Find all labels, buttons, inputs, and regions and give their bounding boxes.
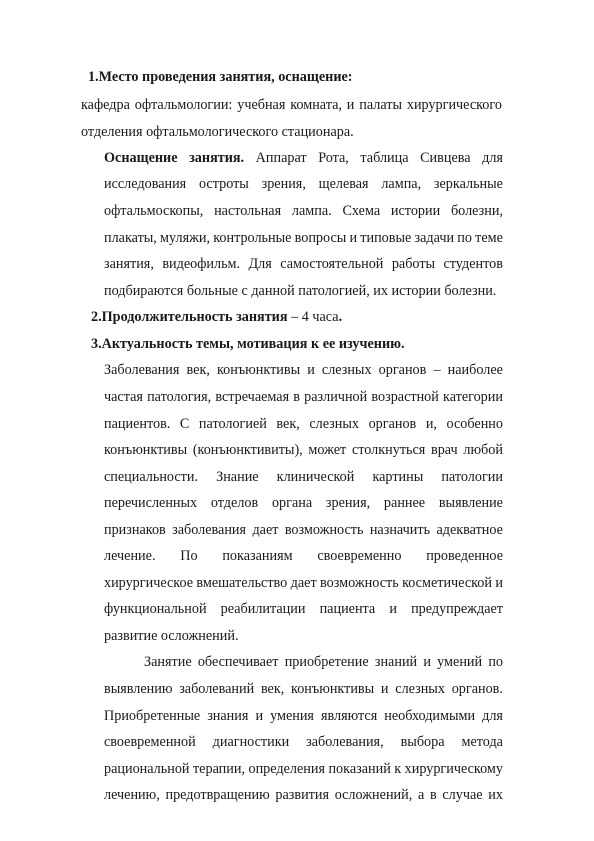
para1-line-8: [104, 547, 503, 565]
word: дает: [290, 575, 317, 591]
word: заболевания,: [306, 734, 384, 750]
word: предупреждает: [411, 601, 503, 617]
word: кафедра: [81, 97, 130, 113]
word: патологией: [198, 416, 267, 432]
word: частая: [104, 389, 143, 405]
word: выбора: [400, 734, 445, 750]
word: Для: [248, 256, 272, 272]
word: настольная: [214, 203, 282, 219]
word: заболевания: [172, 522, 247, 538]
word: хирургическому: [404, 761, 503, 777]
word: Занятие: [144, 654, 192, 670]
word: выявлению: [104, 681, 173, 697]
word: хирургическое: [104, 575, 194, 591]
word: патологии: [441, 469, 503, 485]
word: болезни,: [450, 203, 503, 219]
word: и: [307, 362, 315, 378]
word: палаты: [359, 97, 402, 113]
word: и: [346, 97, 355, 113]
word: С: [179, 416, 190, 432]
word: видеофильм.: [162, 256, 241, 272]
para1-line-3: [104, 415, 503, 433]
word: раннее: [383, 495, 426, 511]
word: Схема: [342, 203, 381, 219]
word: век,: [186, 362, 210, 378]
word: Знание: [216, 469, 259, 485]
word: своевременно: [317, 548, 402, 564]
word: необходимыми: [384, 708, 476, 724]
word: зрения,: [325, 495, 371, 511]
word: может: [308, 442, 347, 458]
word: своевременной: [104, 734, 196, 750]
word: по: [488, 654, 503, 670]
word: истории: [390, 203, 441, 219]
word: показаниям: [222, 548, 293, 564]
word: органов: [368, 416, 417, 432]
word: щелевая: [318, 176, 369, 192]
word: Рота,: [318, 150, 349, 166]
word: конъюнктивы: [104, 442, 188, 458]
word: (конъюнктивиты),: [192, 442, 303, 458]
word: особенно: [446, 416, 503, 432]
word: метода: [461, 734, 503, 750]
word: предотвращению: [165, 787, 270, 803]
section1-heading: 1.Место проведения занятия, оснащение:: [88, 69, 353, 85]
equipment-label-word: Оснащение: [104, 150, 178, 166]
word: и: [255, 708, 264, 724]
word: зрения,: [261, 176, 306, 192]
word: слезных: [321, 362, 372, 378]
word: занятия,: [104, 256, 154, 272]
para1-line-9: [104, 574, 503, 592]
word: лампа,: [381, 176, 422, 192]
word: перечисленных: [104, 495, 198, 511]
word: умения: [270, 708, 314, 724]
word: встречаемая: [215, 389, 290, 405]
word: исследования: [104, 176, 187, 192]
para1-line-4: [104, 441, 503, 459]
word: развития: [275, 787, 329, 803]
para1-line-7: [104, 521, 503, 539]
word: работы: [391, 256, 436, 272]
word: реабилитации: [220, 601, 306, 617]
word: знания: [207, 708, 249, 724]
word: век,: [276, 416, 300, 432]
word: функциональной: [104, 601, 207, 617]
para1-line-5: [104, 468, 503, 486]
para2-line-5: [104, 760, 503, 778]
word: типовые: [360, 230, 412, 246]
word: косметической: [402, 575, 492, 591]
word: рациональной: [104, 761, 190, 777]
word: и: [349, 230, 358, 246]
word: знаний: [374, 654, 418, 670]
word: терапии,: [192, 761, 246, 777]
word: умений: [437, 654, 483, 670]
word: пациента: [319, 601, 376, 617]
word: Приобретенные: [104, 708, 201, 724]
word: вмешательство: [196, 575, 288, 591]
word: конъюнктивы: [291, 681, 375, 697]
word: комната,: [290, 97, 342, 113]
word: врач: [431, 442, 458, 458]
para1-line-11: развитие осложнений.: [104, 628, 239, 644]
word: слезных: [395, 681, 445, 697]
word: отделов: [210, 495, 259, 511]
word: любой: [463, 442, 503, 458]
word: их: [488, 787, 503, 803]
word: органов: [378, 362, 427, 378]
word: и: [495, 575, 503, 591]
para1-line-1: [104, 361, 503, 379]
word: для: [482, 150, 503, 166]
equipment-line-2: [104, 175, 503, 193]
word: наиболее: [447, 362, 503, 378]
word: в: [429, 787, 437, 803]
word: в: [293, 389, 300, 405]
para2-line-1: [144, 653, 503, 671]
word: студентов: [443, 256, 503, 272]
word: назначить: [369, 522, 431, 538]
word: категории: [443, 389, 503, 405]
word: для: [482, 708, 503, 724]
para2-line-3: [104, 707, 503, 725]
word: хирургического: [406, 97, 502, 113]
word: офтальмологии:: [134, 97, 233, 113]
word: плакаты,: [104, 230, 157, 246]
word: конъюнктивы: [216, 362, 301, 378]
word: век,: [260, 681, 285, 697]
word: возможность: [320, 575, 399, 591]
duration-value: – 4 часа: [287, 309, 339, 325]
section3-heading: 3.Актуальность темы, мотивация к ее изучению.: [91, 336, 405, 352]
word: различной: [304, 389, 368, 405]
word: слезных: [309, 416, 359, 432]
word: обеспечивает: [197, 654, 279, 670]
word: и: [423, 654, 431, 670]
section2-heading: 2.Продолжительность занятия – 4 часа.: [91, 309, 343, 325]
equipment-line-6: подбираются больные с данной патологией, их истории болезни.: [104, 283, 497, 299]
word: пациентов.: [104, 416, 171, 432]
word: органов.: [451, 681, 503, 697]
word: признаков: [104, 522, 166, 538]
word: лечение.: [104, 548, 156, 564]
word: патология,: [147, 389, 212, 405]
word: выявление: [438, 495, 503, 511]
word: специальности.: [104, 469, 199, 485]
place-line-2: отделения офтальмологического стационара.: [81, 124, 354, 140]
word: и: [380, 681, 389, 697]
word: лампа.: [291, 203, 332, 219]
equipment-line-4: [104, 229, 503, 247]
word: офтальмоскопы,: [104, 203, 204, 219]
word: Аппарат: [255, 150, 307, 166]
word: По: [180, 548, 198, 564]
equipment-label-word: занятия.: [189, 150, 245, 166]
word: адекватное: [436, 522, 503, 538]
word: самостоятельной: [280, 256, 384, 272]
word: проведенное: [426, 548, 503, 564]
word: лечению,: [104, 787, 160, 803]
word: Сивцева: [420, 150, 471, 166]
word: столкнуться: [351, 442, 426, 458]
para1-line-2: [104, 388, 503, 406]
word: возможность: [284, 522, 364, 538]
word: вопросы: [294, 230, 347, 246]
word: к: [394, 761, 402, 777]
para1-line-6: [104, 494, 503, 512]
word: по: [457, 230, 472, 246]
word: Заболевания: [104, 362, 180, 378]
word: и,: [425, 416, 437, 432]
word: муляжи,: [160, 230, 211, 246]
word: таблица: [360, 150, 409, 166]
word: картины: [372, 469, 424, 485]
word: остроты: [198, 176, 249, 192]
word: заболеваний: [179, 681, 255, 697]
para2-line-4: [104, 733, 503, 751]
word: дает: [252, 522, 279, 538]
word: показаний: [328, 761, 391, 777]
word: случае: [442, 787, 483, 803]
word: приобретение: [284, 654, 369, 670]
word: а: [417, 787, 425, 803]
para2-line-6: [104, 786, 503, 804]
para2-line-2: [104, 680, 503, 698]
word: клинической: [276, 469, 355, 485]
word: являются: [321, 708, 378, 724]
word: возрастной: [371, 389, 439, 405]
equipment-line-1: [104, 149, 503, 167]
word: зеркальные: [433, 176, 503, 192]
word: учебная: [237, 97, 286, 113]
word: диагностики: [212, 734, 290, 750]
para1-line-10: [104, 600, 503, 618]
word: –: [433, 362, 441, 378]
word: теме: [475, 230, 503, 246]
word: определения: [248, 761, 325, 777]
place-line-1: [81, 96, 502, 114]
equipment-line-3: [104, 202, 503, 220]
word: задачи: [414, 230, 455, 246]
word: контрольные: [213, 230, 292, 246]
word: органа: [271, 495, 313, 511]
word: и: [389, 601, 397, 617]
equipment-line-5: [104, 255, 503, 273]
word: осложнений,: [334, 787, 413, 803]
